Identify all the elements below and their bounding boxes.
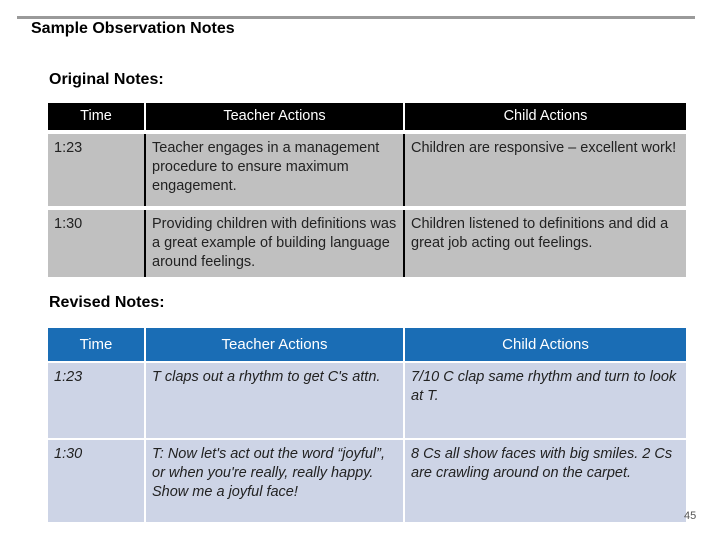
page-number: 45 xyxy=(684,510,697,522)
column-header-time: Time xyxy=(48,103,145,132)
column-header-teacher-actions: Teacher Actions xyxy=(145,103,404,132)
cell-child: Children are responsive – excellent work! xyxy=(404,132,686,208)
cell-teacher: T claps out a rhythm to get C's attn. xyxy=(145,362,404,439)
cell-time: 1:23 xyxy=(48,362,145,439)
revised-notes-heading: Revised Notes: xyxy=(49,294,165,311)
column-header-child-actions: Child Actions xyxy=(404,103,686,132)
table-header-row xyxy=(48,328,686,362)
table-header-row xyxy=(48,103,686,132)
column-header-teacher-actions: Teacher Actions xyxy=(145,328,404,362)
cell-teacher: T: Now let's act out the word “joyful”, or when you're really, really happy. Show me a joyful face! xyxy=(145,439,404,522)
cell-child: 7/10 C clap same rhythm and turn to look at T. xyxy=(404,362,686,439)
page-title: Sample Observation Notes xyxy=(31,20,235,37)
column-header-time: Time xyxy=(48,328,145,362)
column-header-child-actions: Child Actions xyxy=(404,328,686,362)
cell-teacher: Teacher engages in a management procedure to ensure maximum engagement. xyxy=(145,132,404,208)
table-row xyxy=(48,132,686,208)
table-row xyxy=(48,362,686,439)
cell-child: Children listened to definitions and did a great job acting out feelings. xyxy=(404,208,686,277)
cell-teacher: Providing children with definitions was a great example of building language around feelings. xyxy=(145,208,404,277)
cell-time: 1:23 xyxy=(48,132,145,208)
table-row xyxy=(48,208,686,277)
original-notes-table xyxy=(48,103,686,277)
original-notes-heading: Original Notes: xyxy=(49,71,164,88)
top-divider xyxy=(17,16,695,19)
table-row xyxy=(48,439,686,522)
cell-time: 1:30 xyxy=(48,208,145,277)
revised-notes-table xyxy=(48,328,686,522)
cell-time: 1:30 xyxy=(48,439,145,522)
cell-child: 8 Cs all show faces with big smiles. 2 Cs are crawling around on the carpet. xyxy=(404,439,686,522)
